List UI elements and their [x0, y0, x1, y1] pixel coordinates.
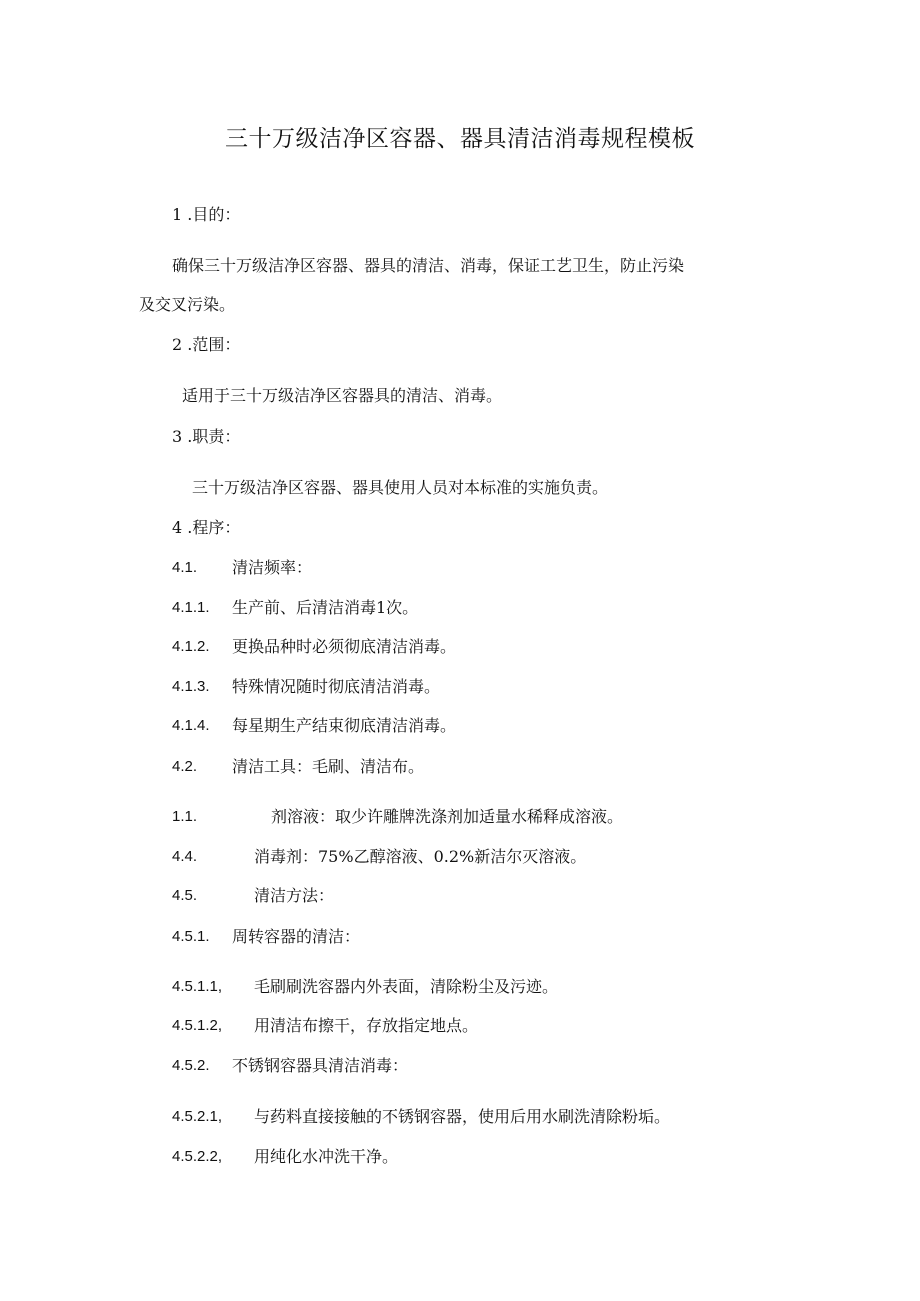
item-text: 消毒剂：75%乙醇溶液、0.2%新洁尔灭溶液。 [254, 847, 587, 866]
item-text: 用纯化水冲洗干净。 [254, 1147, 399, 1166]
item-number: 4.5.2.2, [172, 1148, 223, 1165]
item-text: 清洁工具：毛刷、清洁布。 [232, 757, 425, 776]
section-1-paragraph-line-1: 确保三十万级洁净区容器、器具的清洁、消毒，保证工艺卫生，防止污染 [172, 256, 685, 275]
item-text: 不锈钢容器具清洁消毒： [232, 1056, 409, 1075]
item-text: 清洁方法： [254, 886, 335, 905]
item-number: 4.1.3. [172, 678, 210, 695]
item-text: 与药料直接接触的不锈钢容器，使用后用水刷洗清除粉垢。 [254, 1107, 671, 1126]
item-text: 用清洁布擦干，存放指定地点。 [254, 1016, 479, 1035]
item-number: 4.1.2. [172, 638, 210, 655]
item-number: 1.1. [172, 808, 198, 825]
section-4-heading: 4 .程序： [172, 518, 241, 537]
item-number: 4.5.1. [172, 928, 210, 945]
item-number: 4.2. [172, 758, 198, 775]
item-number: 4.4. [172, 848, 198, 865]
section-3-paragraph: 三十万级洁净区容器、器具使用人员对本标准的实施负责。 [192, 478, 609, 497]
item-number: 4.5.2.1, [172, 1108, 223, 1125]
section-1-paragraph-line-2: 及交叉污染。 [139, 295, 236, 314]
item-text: 特殊情况随时彻底清洁消毒。 [232, 677, 441, 696]
document-title: 三十万级洁净区容器、器具清洁消毒规程模板 [225, 126, 695, 152]
section-3-heading: 3 .职责： [172, 427, 241, 446]
item-text: 周转容器的清洁： [232, 927, 361, 946]
item-text: 毛刷刷洗容器内外表面，清除粉尘及污迹。 [254, 977, 559, 996]
item-number: 4.5.1.1, [172, 978, 223, 995]
section-1-heading: 1 .目的： [172, 205, 241, 224]
item-number: 4.1.1. [172, 599, 210, 616]
item-text: 剂溶液：取少许雕牌洗涤剂加适量水稀释成溶液。 [271, 807, 624, 826]
item-text: 清洁频率： [232, 558, 313, 577]
item-number: 4.5. [172, 887, 198, 904]
item-number: 4.5.1.2, [172, 1017, 223, 1034]
item-text: 生产前、后清洁消毒1次。 [232, 598, 419, 617]
item-text: 更换品种时必须彻底清洁消毒。 [232, 637, 457, 656]
item-number: 4.1.4. [172, 717, 210, 734]
item-number: 4.5.2. [172, 1057, 210, 1074]
item-text: 每星期生产结束彻底清洁消毒。 [232, 716, 457, 735]
section-2-heading: 2 .范围： [172, 335, 241, 354]
item-number: 4.1. [172, 559, 198, 576]
section-2-paragraph: 适用于三十万级洁净区容器具的清洁、消毒。 [182, 386, 503, 405]
